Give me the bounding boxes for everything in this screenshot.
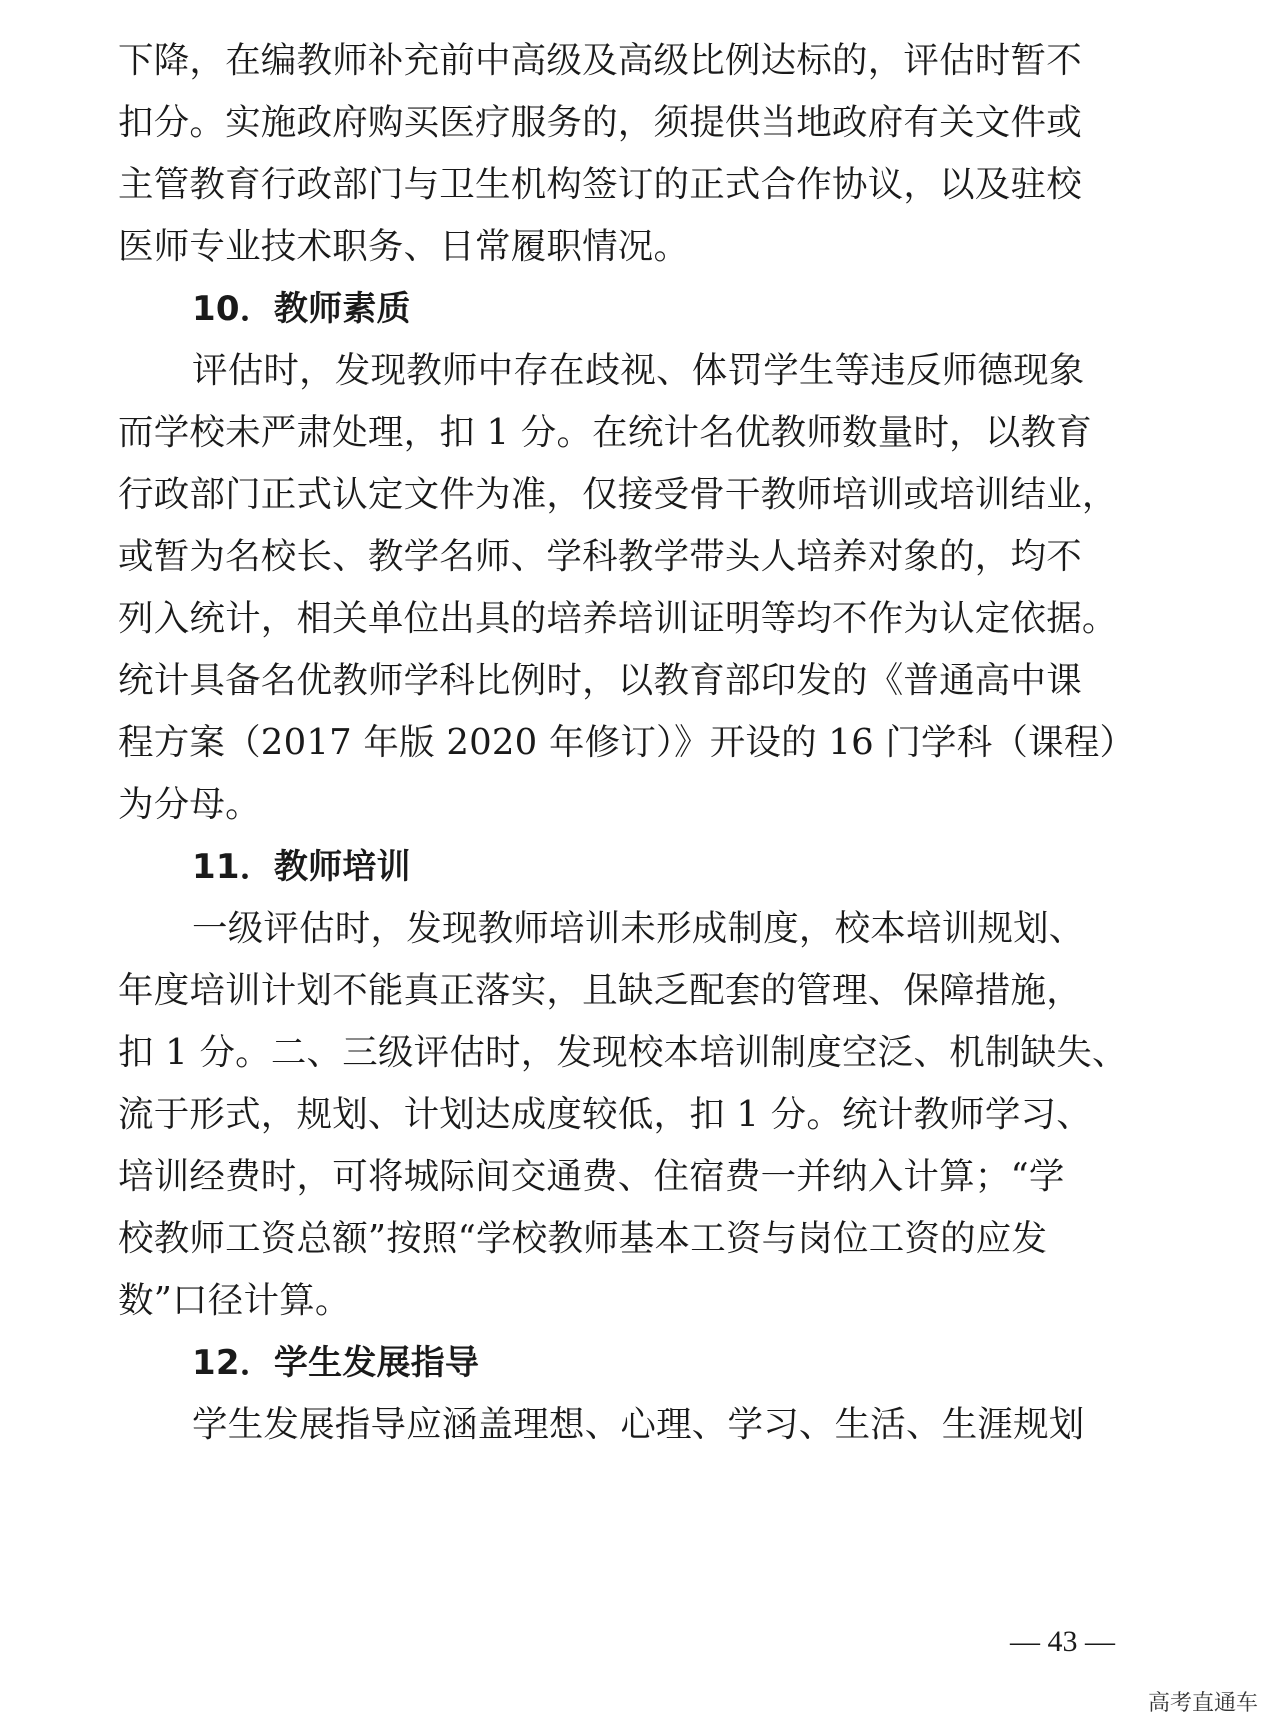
- body-text-line: 医师专业技术职务、日常履职情况。: [118, 226, 690, 267]
- body-text-line: 年度培训计划不能真正落实，且缺乏配套的管理、保障措施，: [118, 970, 1082, 1011]
- body-text-line: 学生发展指导应涵盖理想、心理、学习、生活、生涯规划: [192, 1404, 1085, 1445]
- body-text-line: 扣分。实施政府购买医疗服务的，须提供当地政府有关文件或: [118, 102, 1082, 143]
- body-text-line: 为分母。: [118, 784, 261, 825]
- body-text-line: 行政部门正式认定文件为准，仅接受骨干教师培训或培训结业，: [118, 474, 1118, 515]
- page-number: — 43 —: [1010, 1625, 1115, 1658]
- document-body: [118, 30, 1140, 1456]
- body-text-line: 一级评估时，发现教师培训未形成制度，校本培训规划、: [192, 908, 1085, 949]
- body-text-line: 主管教育行政部门与卫生机构签订的正式合作协议，以及驻校: [118, 164, 1082, 205]
- watermark-text: 高考直通车: [1148, 1691, 1259, 1716]
- section-heading-teacher-quality: 10．教师素质: [192, 289, 411, 329]
- section-heading-teacher-training: 11．教师培训: [192, 847, 411, 887]
- body-text-line: 统计具备名优教师学科比例时，以教育部印发的《普通高中课: [118, 660, 1082, 701]
- body-text-line: 或暂为名校长、教学名师、学科教学带头人培养对象的，均不: [118, 536, 1082, 577]
- body-text-line: 列入统计，相关单位出具的培养培训证明等均不作为认定依据。: [118, 598, 1118, 639]
- section-heading-student-guidance: 12．学生发展指导: [192, 1343, 480, 1383]
- body-text-line: 培训经费时，可将城际间交通费、住宿费一并纳入计算；“学: [118, 1156, 1065, 1197]
- body-text-line: 程方案（2017 年版 2020 年修订）》开设的 16 门学科（课程）: [118, 722, 1136, 763]
- body-text-line: 而学校未严肃处理，扣 1 分。在统计名优教师数量时，以教育: [118, 412, 1092, 453]
- body-text-line: 评估时，发现教师中存在歧视、体罚学生等违反师德现象: [192, 350, 1085, 391]
- body-text-line: 流于形式，规划、计划达成度较低，扣 1 分。统计教师学习、: [118, 1094, 1092, 1135]
- body-text-line: 扣 1 分。二、三级评估时，发现校本培训制度空泛、机制缺失、: [118, 1032, 1128, 1073]
- body-text-line: 数”口径计算。: [118, 1280, 351, 1321]
- body-text-line: 校教师工资总额”按照“学校教师基本工资与岗位工资的应发: [118, 1218, 1048, 1259]
- body-text-line: 下降，在编教师补充前中高级及高级比例达标的，评估时暂不: [118, 40, 1082, 81]
